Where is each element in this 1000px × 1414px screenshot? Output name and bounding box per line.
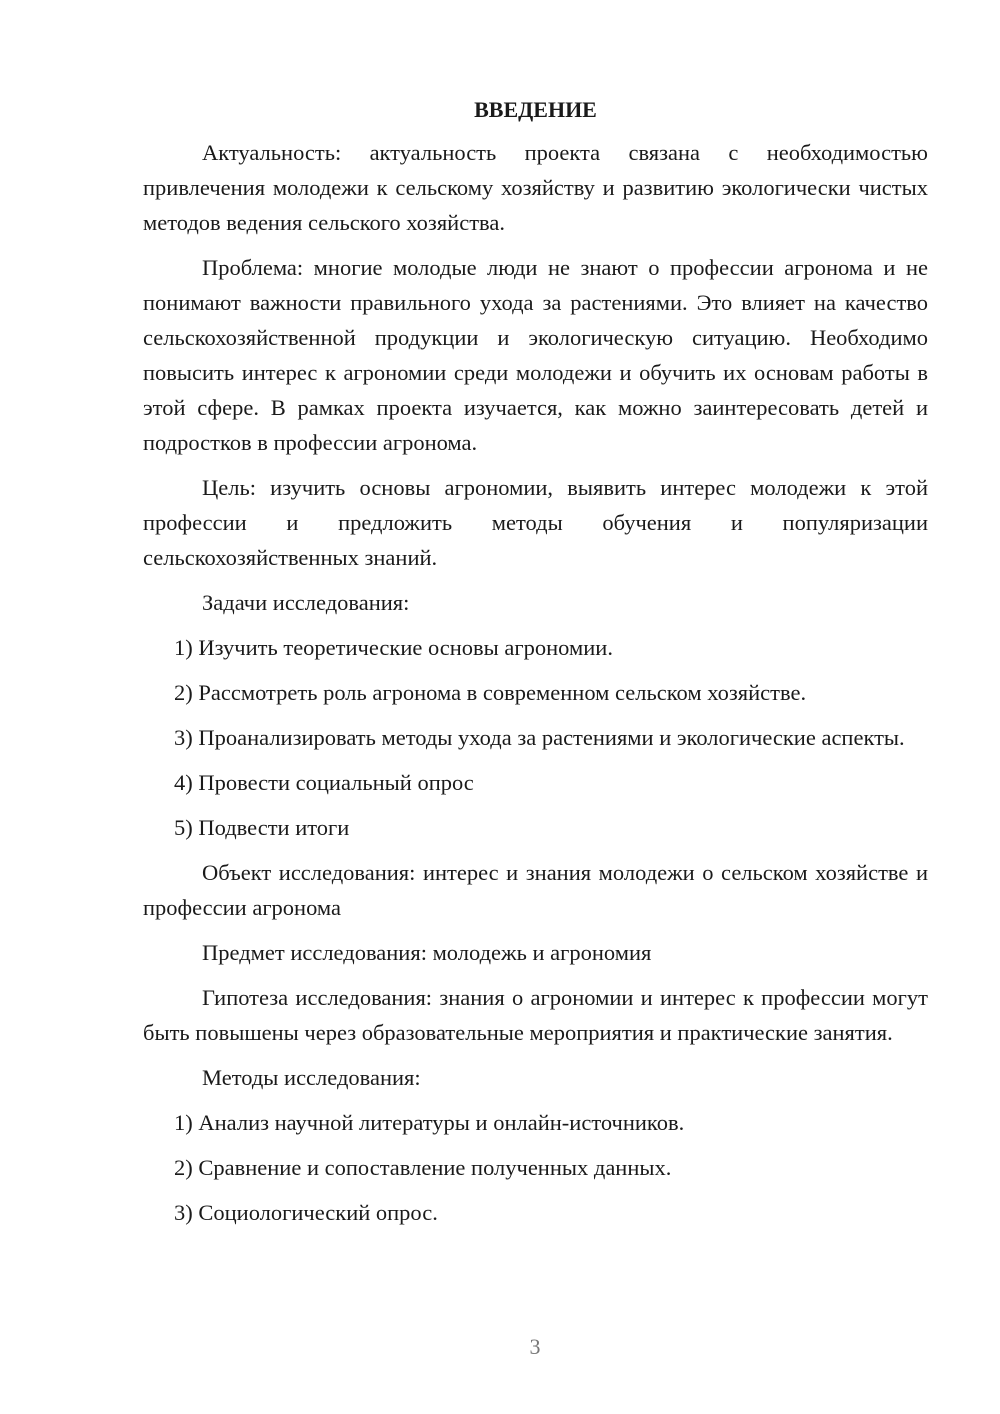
method-item-1: 1) Анализ научной литературы и онлайн-источников. bbox=[174, 1110, 685, 1135]
method-item-3: 3) Социологический опрос. bbox=[174, 1200, 438, 1225]
paragraph-problem: Проблема: многие молодые люди не знают о профессии агронома и не понимают важности правильного ухода за растениями. Это влияет на качество сельскохозяйственной продукции и экологическую ситуацию. Необходимо повысить интерес к агрономии среди молодежи и обучить их основам работы в этой сфере. В рамках проекта изучается, как можно заинтересовать детей и подростков в профессии агронома. bbox=[143, 255, 928, 455]
task-item-5: 5) Подвести итоги bbox=[174, 815, 350, 840]
task-item-1: 1) Изучить теоретические основы агрономии. bbox=[174, 635, 613, 660]
paragraph-hypothesis: Гипотеза исследования: знания о агрономии и интерес к профессии могут быть повышены через образовательные мероприятия и практические занятия. bbox=[143, 985, 928, 1045]
tasks-heading: Задачи исследования: bbox=[202, 590, 410, 615]
task-item-2: 2) Рассмотреть роль агронома в современном сельском хозяйстве. bbox=[174, 680, 807, 705]
task-item-3: 3) Проанализировать методы ухода за растениями и экологические аспекты. bbox=[174, 725, 905, 750]
method-item-2: 2) Сравнение и сопоставление полученных данных. bbox=[174, 1155, 672, 1180]
page-title: ВВЕДЕНИЕ bbox=[474, 97, 597, 122]
paragraph-relevance: Актуальность: актуальность проекта связана с необходимостью привлечения молодежи к сельскому хозяйству и развитию экологически чистых методов ведения сельского хозяйства. bbox=[143, 140, 928, 235]
methods-heading: Методы исследования: bbox=[202, 1065, 421, 1090]
page-number: 3 bbox=[529, 1334, 541, 1359]
paragraph-goal: Цель: изучить основы агрономии, выявить интерес молодежи к этой профессии и предложить методы обучения и популяризации сельскохозяйственных знаний. bbox=[143, 475, 928, 570]
paragraph-object: Объект исследования: интерес и знания молодежи о сельском хозяйстве и профессии агронома bbox=[143, 860, 928, 920]
task-item-4: 4) Провести социальный опрос bbox=[174, 770, 474, 795]
paragraph-subject: Предмет исследования: молодежь и агрономия bbox=[202, 940, 652, 965]
document-body bbox=[143, 92, 928, 1240]
